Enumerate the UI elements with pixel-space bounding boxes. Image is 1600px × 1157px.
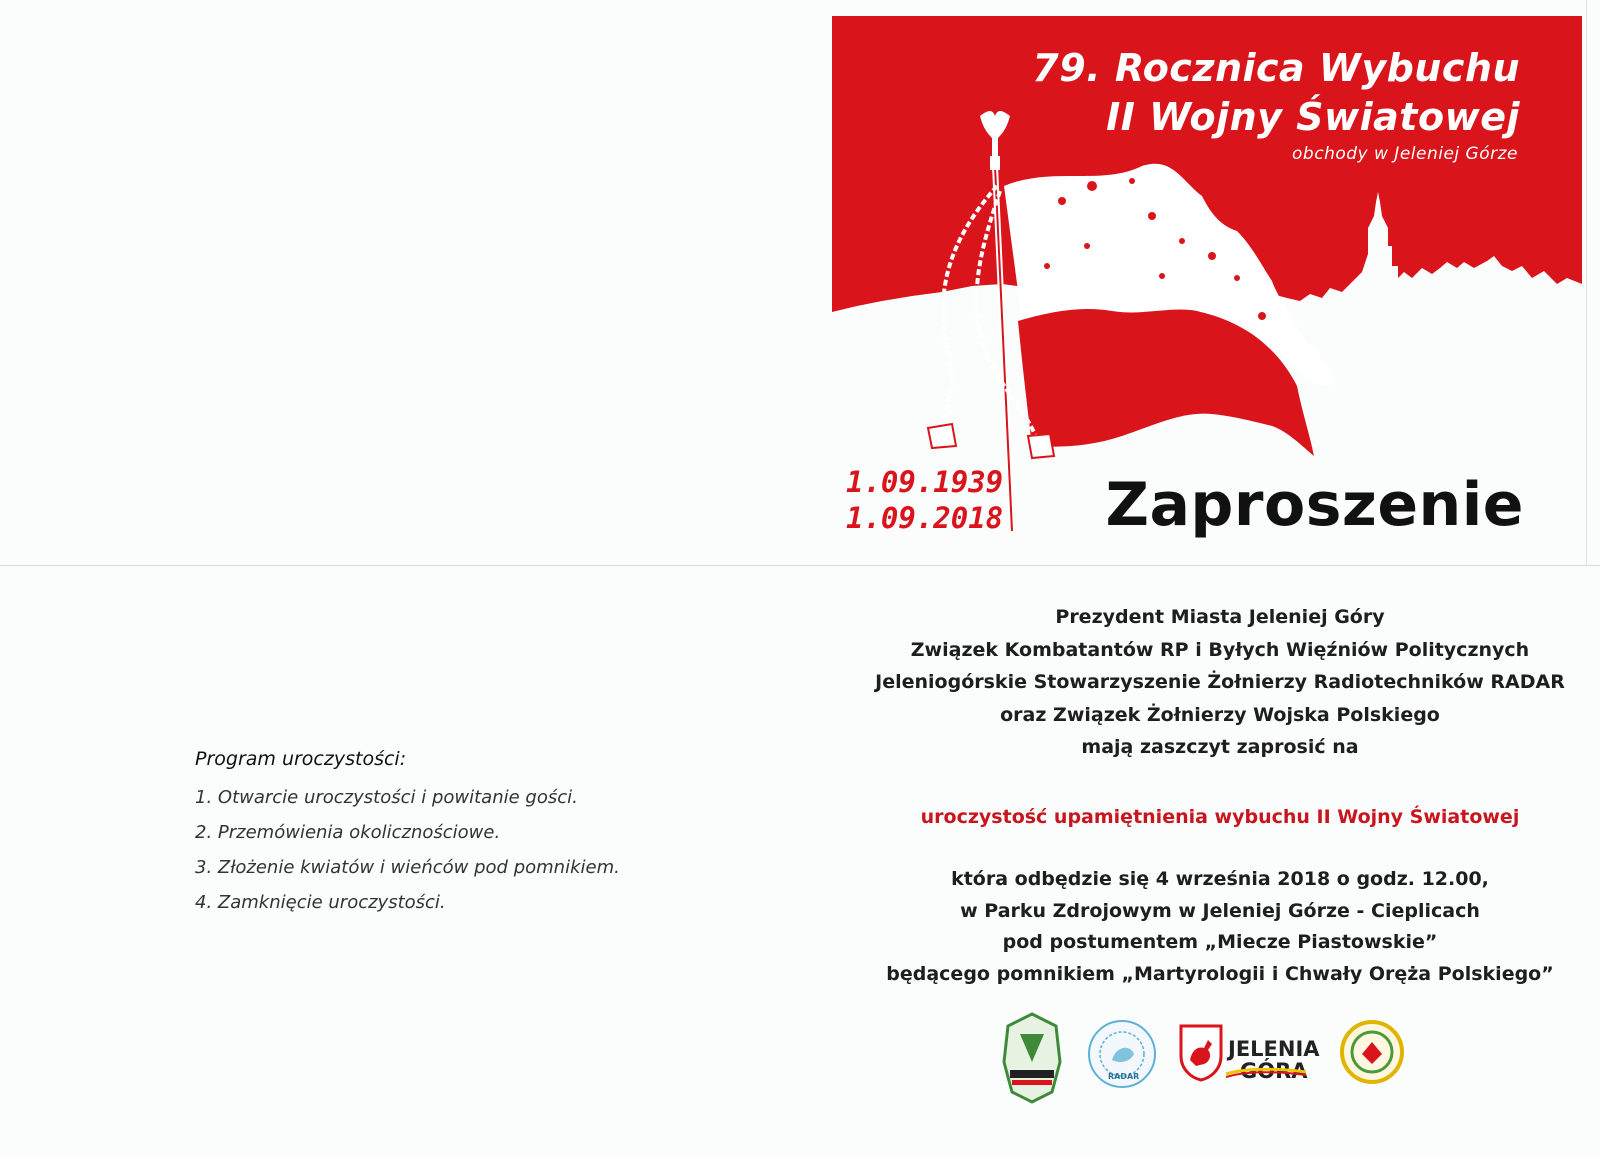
program-list [195,780,620,920]
tassel-right [1028,434,1054,458]
radar-label: RADAR [1108,1072,1140,1081]
host-line: Prezydent Miasta Jeleniej Góry [1055,606,1385,628]
tassel-left [928,424,956,448]
program-section [195,748,620,920]
dates-block [846,464,1003,536]
date-1939: 1.09.1939 [846,465,1004,499]
logos-row [1000,1012,1400,1112]
detail-line: która odbędzie się 4 września 2018 o godz. 12.00, [951,868,1489,890]
detail-line: w Parku Zdrojowym w Jeleniej Górze - Cieplicach [960,899,1480,922]
zkrpibwp-logo [1000,1012,1064,1104]
jelenia-gora-line2: GÓRA [1240,1059,1308,1083]
program-item: 3. Złożenie kwiatów i wieńców pod pomnikiem. [195,857,620,878]
event-title: uroczystość upamiętnienia wybuchu II Wojny Światowej [920,806,1520,828]
banner-title-line2: II Wojny Światowej [1106,95,1520,139]
hosts-block [848,601,1592,764]
program-item: 2. Przemówienia okolicznościowe. [195,822,501,843]
cover-banner [832,16,1582,556]
invitation-heading: Zaproszenie [1105,470,1524,540]
details-block [848,864,1592,990]
host-line: mają zaszczyt zaprosić na [1081,736,1359,758]
detail-line: będącego pomnikiem „Martyrologii i Chwały Oręża Polskiego” [886,962,1554,985]
host-line: Związek Kombatantów RP i Byłych Więźniów Politycznych [910,638,1530,661]
detail-line: pod postumentem „Miecze Piastowskie” [1002,931,1438,953]
program-heading: Program uroczystości: [195,748,407,770]
program-item: 4. Zamknięcie uroczystości. [195,892,446,913]
date-2018: 1.09.2018 [846,501,1004,535]
jelenia-gora-crest [1178,1022,1224,1082]
zzwp-logo [1340,1020,1404,1084]
jelenia-gora-swoosh [1226,1068,1306,1078]
banner-title-line1: 79. Rocznica Wybuchu [1032,46,1520,90]
card-edge [1586,0,1587,565]
program-item: 1. Otwarcie uroczystości i powitanie gości. [195,787,578,808]
fold-line [0,565,1600,566]
jelenia-gora-line1: JELENIA [1228,1037,1320,1061]
banner-subtitle: obchody w Jeleniej Górze [1292,144,1518,164]
host-line: Jeleniogórskie Stowarzyszenie Żołnierzy Radiotechników RADAR [875,671,1565,693]
host-line: oraz Związek Żołnierzy Wojska Polskiego [1000,703,1440,726]
